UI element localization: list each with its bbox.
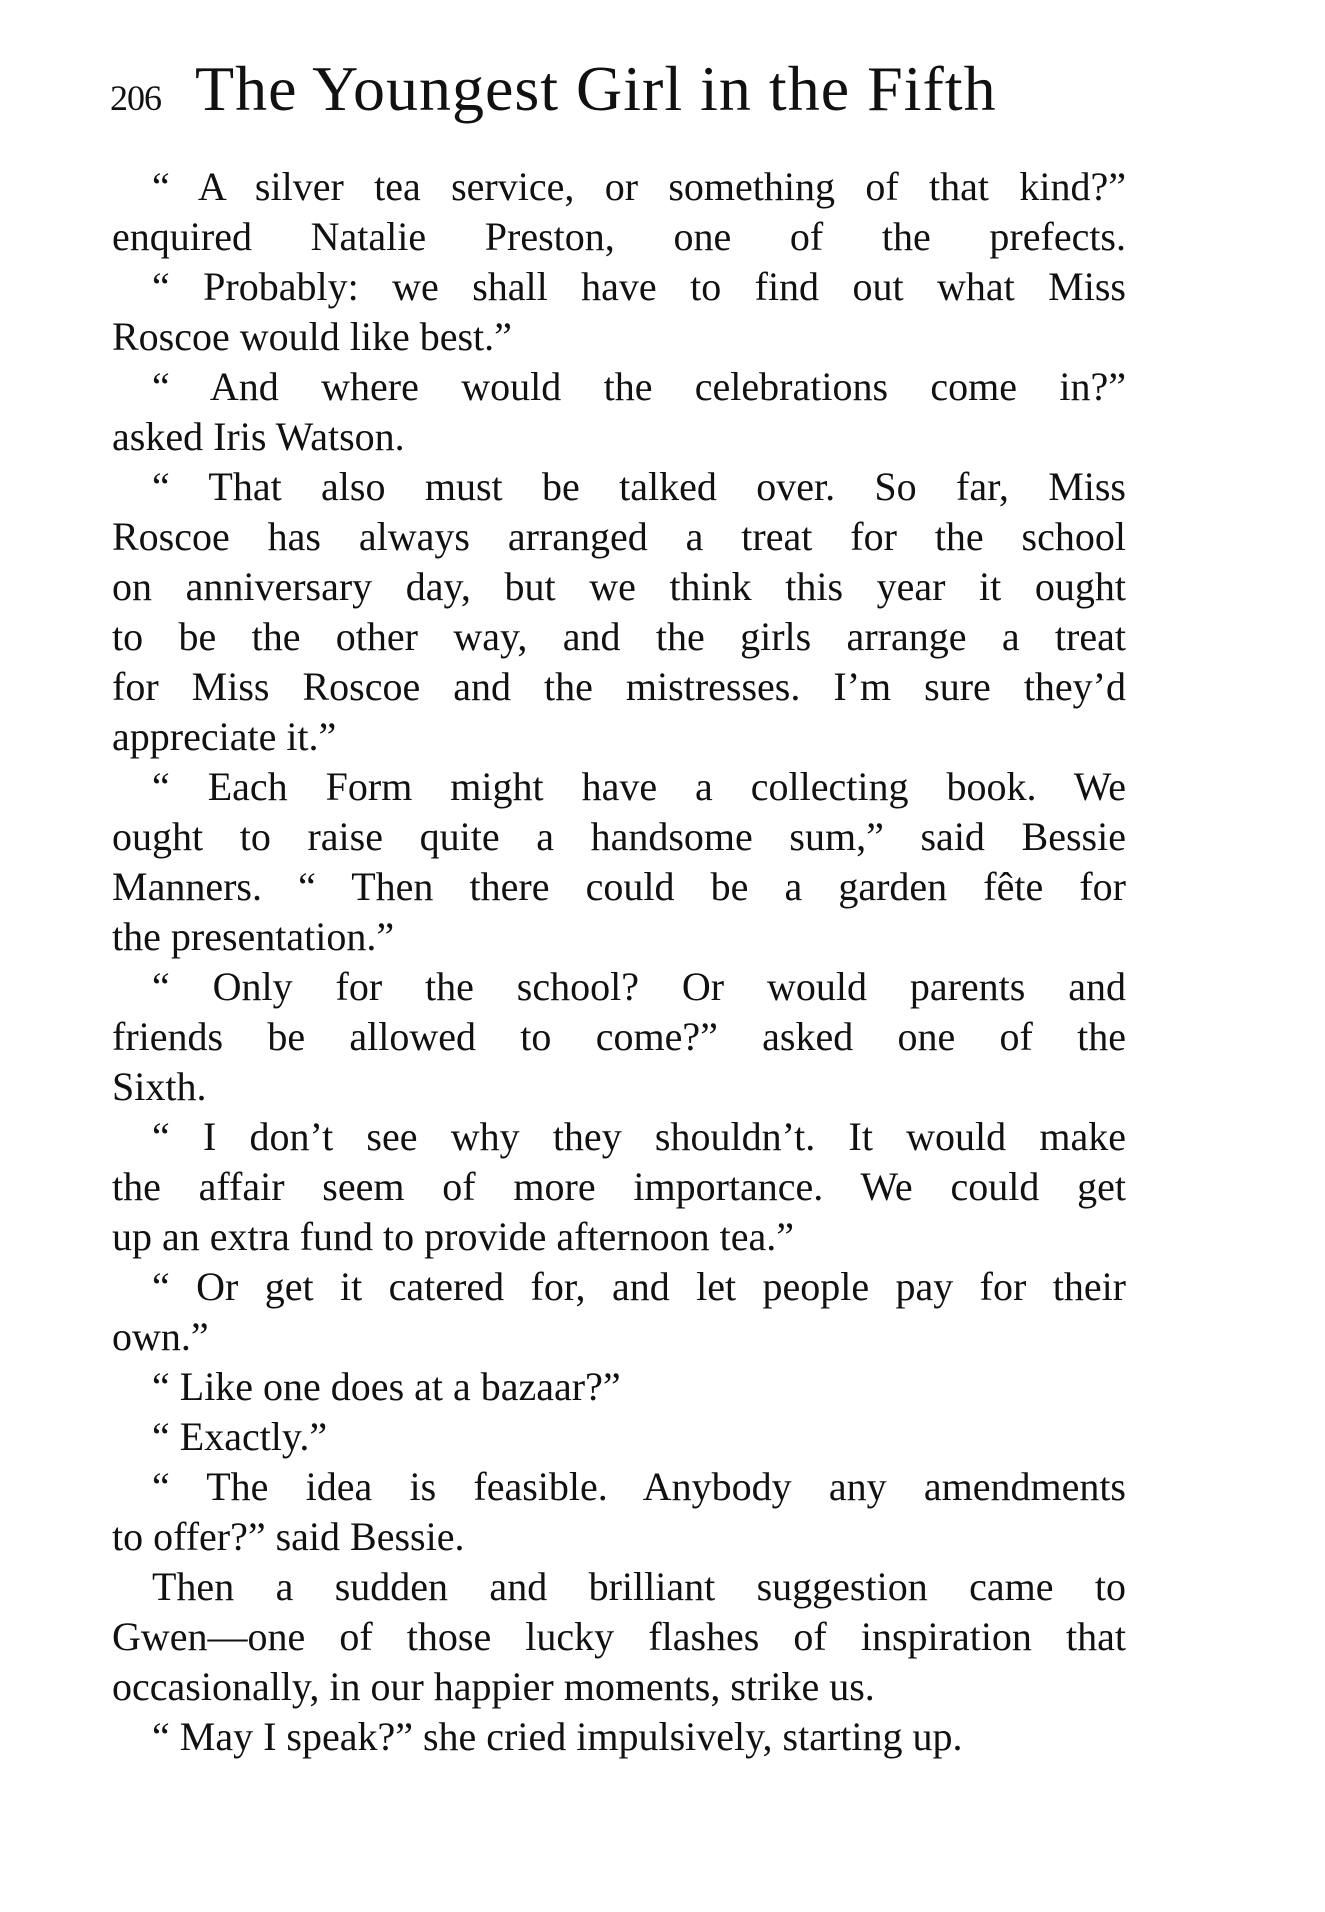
text-line: ought to raise quite a handsome sum,” said Bessie (112, 814, 1126, 859)
text-line: “ Probably: we shall have to find out what Miss (152, 264, 1126, 309)
text-line: “ Like one does at a bazaar?” (152, 1364, 621, 1409)
text-line: “ Or get it catered for, and let people pay for their (152, 1264, 1126, 1309)
text-line: to be the other way, and the girls arrange a treat (112, 614, 1126, 659)
text-line: Roscoe would like best.” (112, 314, 512, 359)
text-line: for Miss Roscoe and the mistresses. I’m sure they’d (112, 664, 1126, 709)
text-line: occasionally, in our happier moments, strike us. (112, 1664, 875, 1709)
body-text (112, 162, 1126, 1762)
text-line: “ I don’t see why they shouldn’t. It would make (152, 1114, 1126, 1159)
text-line: Sixth. (112, 1064, 207, 1109)
text-line: Then a sudden and brilliant suggestion came to (152, 1564, 1126, 1609)
text-line: on anniversary day, but we think this year it ought (112, 564, 1126, 609)
page-number: 206 (110, 78, 161, 118)
text-line: “ May I speak?” she cried impulsively, starting up. (152, 1714, 963, 1759)
text-line: “ Only for the school? Or would parents and (152, 964, 1126, 1009)
text-line: “ A silver tea service, or something of that kind?” (152, 164, 1126, 209)
text-line: friends be allowed to come?” asked one of the (112, 1014, 1126, 1059)
text-line: “ Exactly.” (152, 1414, 328, 1459)
text-line: asked Iris Watson. (112, 414, 405, 459)
text-line: to offer?” said Bessie. (112, 1514, 465, 1559)
text-line: Manners. “ Then there could be a garden fête for (112, 864, 1126, 909)
text-line: the presentation.” (112, 914, 395, 959)
text-line: “ Each Form might have a collecting book. We (152, 764, 1126, 809)
text-line: “ That also must be talked over. So far, Miss (152, 464, 1126, 509)
text-line: up an extra fund to provide afternoon tea.” (112, 1214, 794, 1259)
text-line: appreciate it.” (112, 714, 337, 759)
running-title: The Youngest Girl in the Fifth (195, 53, 997, 124)
page-header (110, 52, 1130, 132)
text-line: Gwen—one of those lucky flashes of inspiration that (112, 1614, 1126, 1659)
text-line: Roscoe has always arranged a treat for the school (112, 514, 1126, 559)
text-line: enquired Natalie Preston, one of the prefects. (112, 214, 1126, 259)
text-line: “ And where would the celebrations come in?” (152, 364, 1126, 409)
text-line: “ The idea is feasible. Anybody any amendments (152, 1464, 1126, 1509)
text-line: own.” (112, 1314, 209, 1359)
text-line: the affair seem of more importance. We could get (112, 1164, 1126, 1209)
